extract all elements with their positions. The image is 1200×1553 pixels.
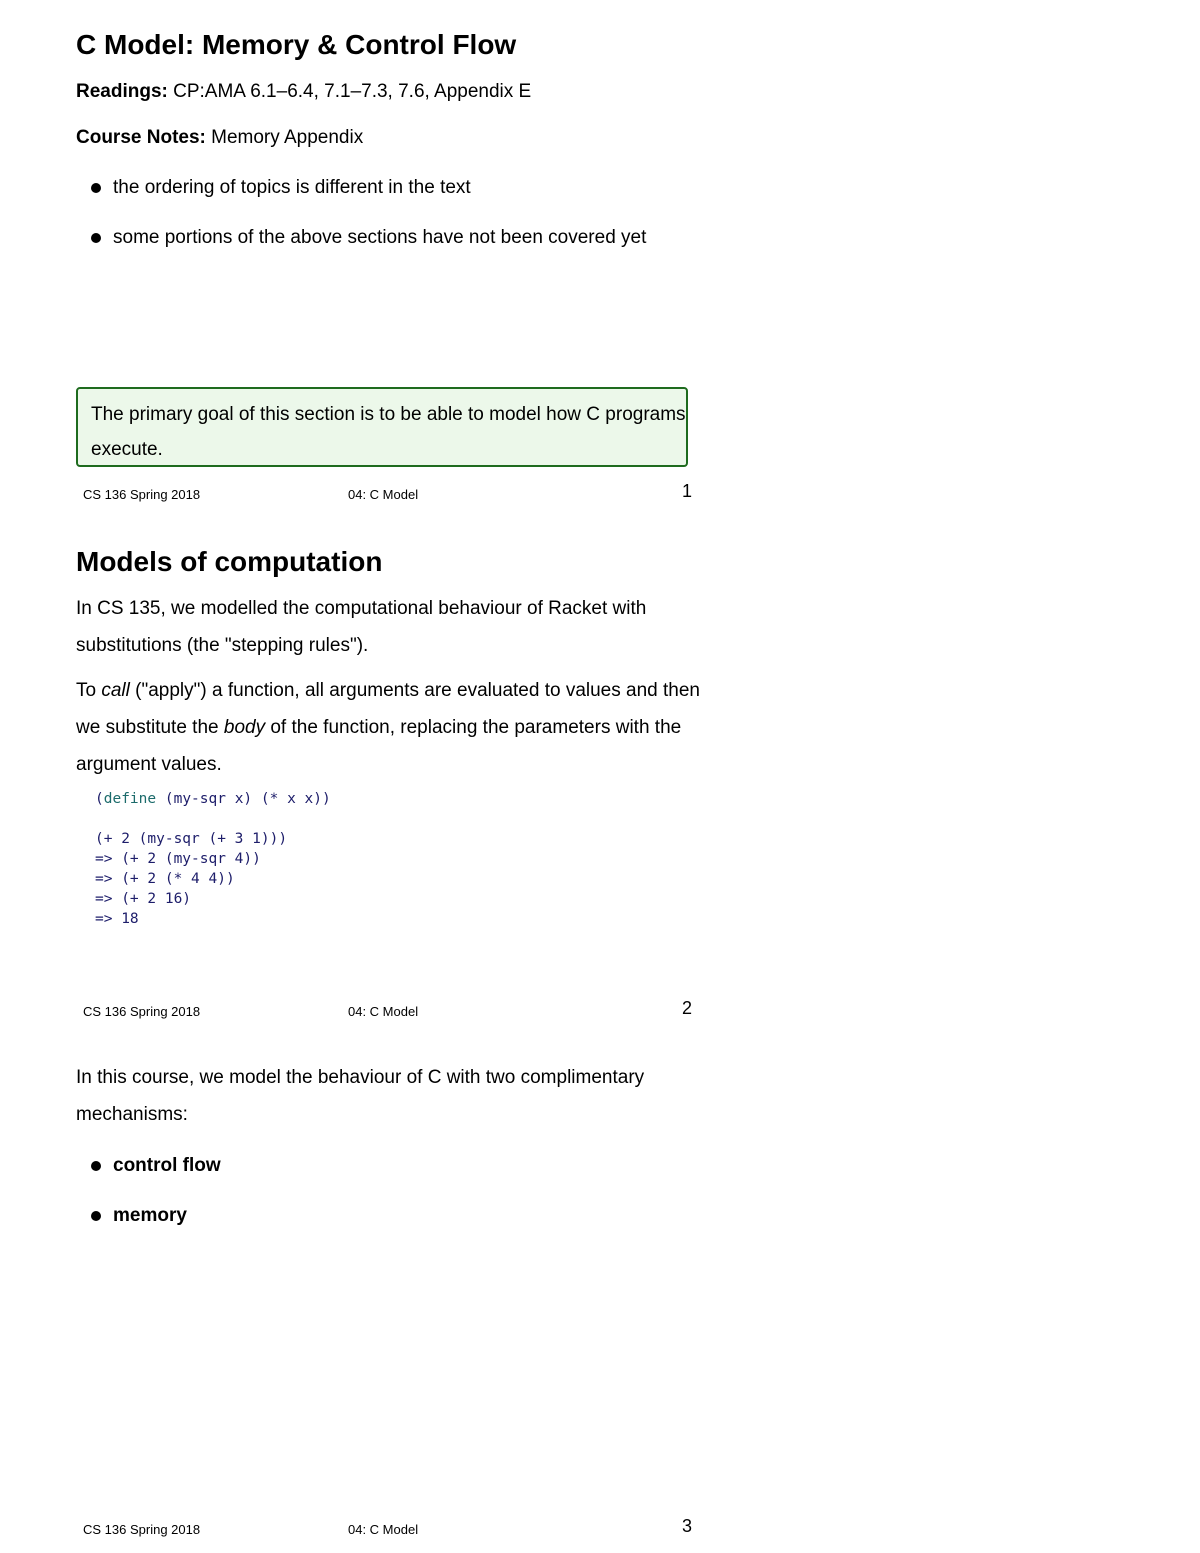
footer-section: 04: C Model — [348, 1522, 419, 1537]
slide-title: C Model: Memory & Control Flow — [76, 29, 517, 60]
course-notes-text: Memory Appendix — [205, 127, 364, 148]
code-line: => (+ 2 (my-sqr 4)) — [95, 851, 261, 867]
footer-page-number: 3 — [681, 1516, 692, 1536]
footer-section: 04: C Model — [348, 487, 419, 502]
list-item: the ordering of topics is different in the text — [76, 169, 701, 206]
paragraph: In CS 135, we modelled the computational behaviour of Racket with substitutions (the "stepping rules"). — [76, 598, 647, 656]
code-blank-line — [95, 809, 701, 829]
readings-label: Readings: — [76, 81, 168, 102]
slide-footer — [76, 481, 696, 505]
slide-footer — [76, 998, 696, 1022]
slide-3 — [76, 1059, 701, 1247]
slide-title: Models of computation — [76, 546, 383, 577]
slide-2 — [76, 545, 701, 929]
footer-page-number: 1 — [681, 481, 692, 501]
course-notes-label: Course Notes: — [76, 127, 206, 148]
code-block — [76, 789, 701, 929]
readings-text: CP:AMA 6.1–6.4, 7.1–7.3, 7.6, Appendix E — [167, 81, 532, 102]
bullet-icon — [91, 183, 101, 193]
footer-section: 04: C Model — [348, 1004, 419, 1019]
bullet-icon — [91, 1161, 101, 1171]
bullet-icon — [91, 1211, 101, 1221]
list-item: memory — [76, 1197, 701, 1234]
code-line: (+ 2 (my-sqr (+ 3 1))) — [95, 831, 288, 847]
paragraph: In this course, we model the behaviour of C with two complimentary mechanisms: — [76, 1067, 645, 1125]
code-line: => (+ 2 (* 4 4)) — [95, 871, 235, 887]
emphasis-body: body — [223, 717, 266, 738]
emphasis-call: call — [101, 680, 130, 701]
bullet-list — [76, 169, 701, 256]
goal-callout-box: The primary goal of this section is to be able to model how C programs execute. — [76, 387, 688, 467]
slide-1 — [76, 28, 701, 269]
bullet-icon — [91, 233, 101, 243]
code-line: => (+ 2 16) — [95, 891, 192, 907]
bullet-list — [76, 1147, 701, 1234]
readings-line — [76, 73, 701, 110]
footer-course: CS 136 Spring 2018 — [83, 487, 201, 502]
code-line: => 18 — [95, 911, 139, 927]
footer-course: CS 136 Spring 2018 — [83, 1522, 201, 1537]
list-item: some portions of the above sections have not been covered yet — [76, 219, 701, 256]
course-notes-line — [76, 119, 701, 156]
footer-page-number: 2 — [681, 998, 692, 1018]
paragraph: To call ("apply") a function, all arguments are evaluated to values and then we substitute the body of the function, replacing the parameters with the argument values. — [76, 680, 700, 775]
footer-course: CS 136 Spring 2018 — [83, 1004, 201, 1019]
slide-footer — [76, 1516, 696, 1540]
code-line-define: (define (my-sqr x) (* x x)) — [95, 791, 331, 807]
list-item: control flow — [76, 1147, 701, 1184]
